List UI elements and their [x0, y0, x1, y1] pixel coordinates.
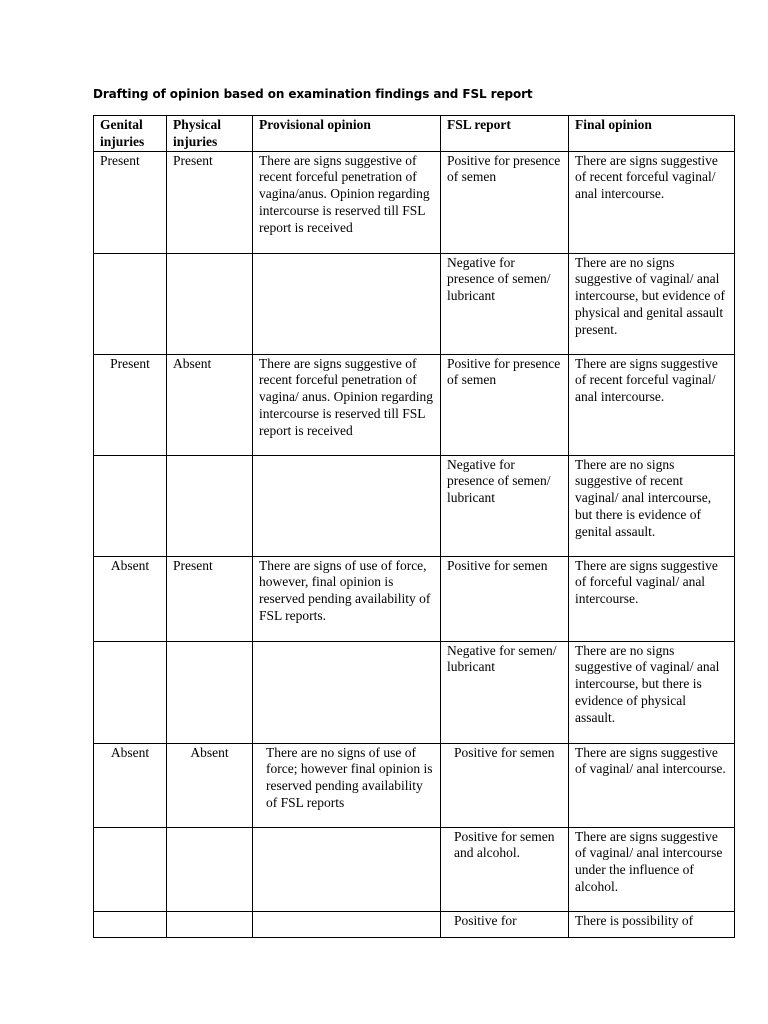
final-cell: There is possibility of [569, 911, 735, 937]
column-header-genital-injuries: Genital injuries [94, 116, 167, 152]
fsl-cell: Positive for presence of semen [441, 151, 569, 253]
final-cell: There are no signs suggestive of recent vaginal/ anal intercourse, but there is evidence of genital assault. [569, 455, 735, 556]
document-heading: Drafting of opinion based on examination findings and FSL report [93, 87, 533, 101]
final-cell: There are signs suggestive of vaginal/ anal intercourse. [569, 743, 735, 827]
genital-cell [94, 253, 167, 354]
final-cell: There are signs suggestive of recent forceful vaginal/ anal intercourse. [569, 151, 735, 253]
fsl-cell: Positive for semen [441, 743, 569, 827]
provisional-cell: There are signs of use of force, however, final opinion is reserved pending availability of FSL reports. [253, 556, 441, 641]
fsl-cell: Negative for presence of semen/ lubricant [441, 455, 569, 556]
physical-cell: Present [167, 151, 253, 253]
provisional-cell [253, 641, 441, 743]
table-row [94, 911, 735, 937]
provisional-cell [253, 827, 441, 911]
final-cell: There are no signs suggestive of vaginal/ anal intercourse, but there is evidence of physical assault. [569, 641, 735, 743]
fsl-cell: Negative for semen/ lubricant [441, 641, 569, 743]
genital-cell [94, 911, 167, 937]
column-header-fsl-report: FSL report [441, 116, 569, 152]
table-row [94, 253, 735, 354]
provisional-cell [253, 253, 441, 354]
fsl-cell: Positive for [441, 911, 569, 937]
genital-cell [94, 641, 167, 743]
provisional-cell: There are signs suggestive of recent forceful penetration of vagina/anus. Opinion regarding intercourse is reserved till FSL report is received [253, 151, 441, 253]
final-cell: There are signs suggestive of forceful vaginal/ anal intercourse. [569, 556, 735, 641]
physical-cell [167, 253, 253, 354]
table-row [94, 151, 735, 253]
table-row [94, 455, 735, 556]
physical-cell: Present [167, 556, 253, 641]
physical-cell: Absent [167, 743, 253, 827]
genital-cell: Absent [94, 743, 167, 827]
physical-cell [167, 641, 253, 743]
genital-cell: Absent [94, 556, 167, 641]
final-cell: There are signs suggestive of recent forceful vaginal/ anal intercourse. [569, 354, 735, 455]
fsl-cell: Positive for presence of semen [441, 354, 569, 455]
provisional-cell: There are signs suggestive of recent forceful penetration of vagina/ anus. Opinion regarding intercourse is reserved till FSL report is received [253, 354, 441, 455]
physical-cell: Absent [167, 354, 253, 455]
provisional-cell [253, 911, 441, 937]
genital-cell [94, 455, 167, 556]
final-cell: There are no signs suggestive of vaginal/ anal intercourse, but evidence of physical and genital assault present. [569, 253, 735, 354]
genital-cell: Present [94, 354, 167, 455]
column-header-final-opinion: Final opinion [569, 116, 735, 152]
genital-cell: Present [94, 151, 167, 253]
fsl-cell: Positive for semen and alcohol. [441, 827, 569, 911]
physical-cell [167, 827, 253, 911]
column-header-physical-injuries: Physical injuries [167, 116, 253, 152]
table-row [94, 827, 735, 911]
provisional-cell [253, 455, 441, 556]
fsl-cell: Negative for presence of semen/ lubricant [441, 253, 569, 354]
table-row [94, 743, 735, 827]
final-cell: There are signs suggestive of vaginal/ anal intercourse under the influence of alcohol. [569, 827, 735, 911]
opinion-table [93, 115, 735, 938]
column-header-provisional-opinion: Provisional opinion [253, 116, 441, 152]
physical-cell [167, 911, 253, 937]
table-header-row [94, 116, 735, 152]
table-row [94, 556, 735, 641]
fsl-cell: Positive for semen [441, 556, 569, 641]
table-row [94, 354, 735, 455]
table-row [94, 641, 735, 743]
physical-cell [167, 455, 253, 556]
provisional-cell: There are no signs of use of force; however final opinion is reserved pending availability of FSL reports [253, 743, 441, 827]
genital-cell [94, 827, 167, 911]
